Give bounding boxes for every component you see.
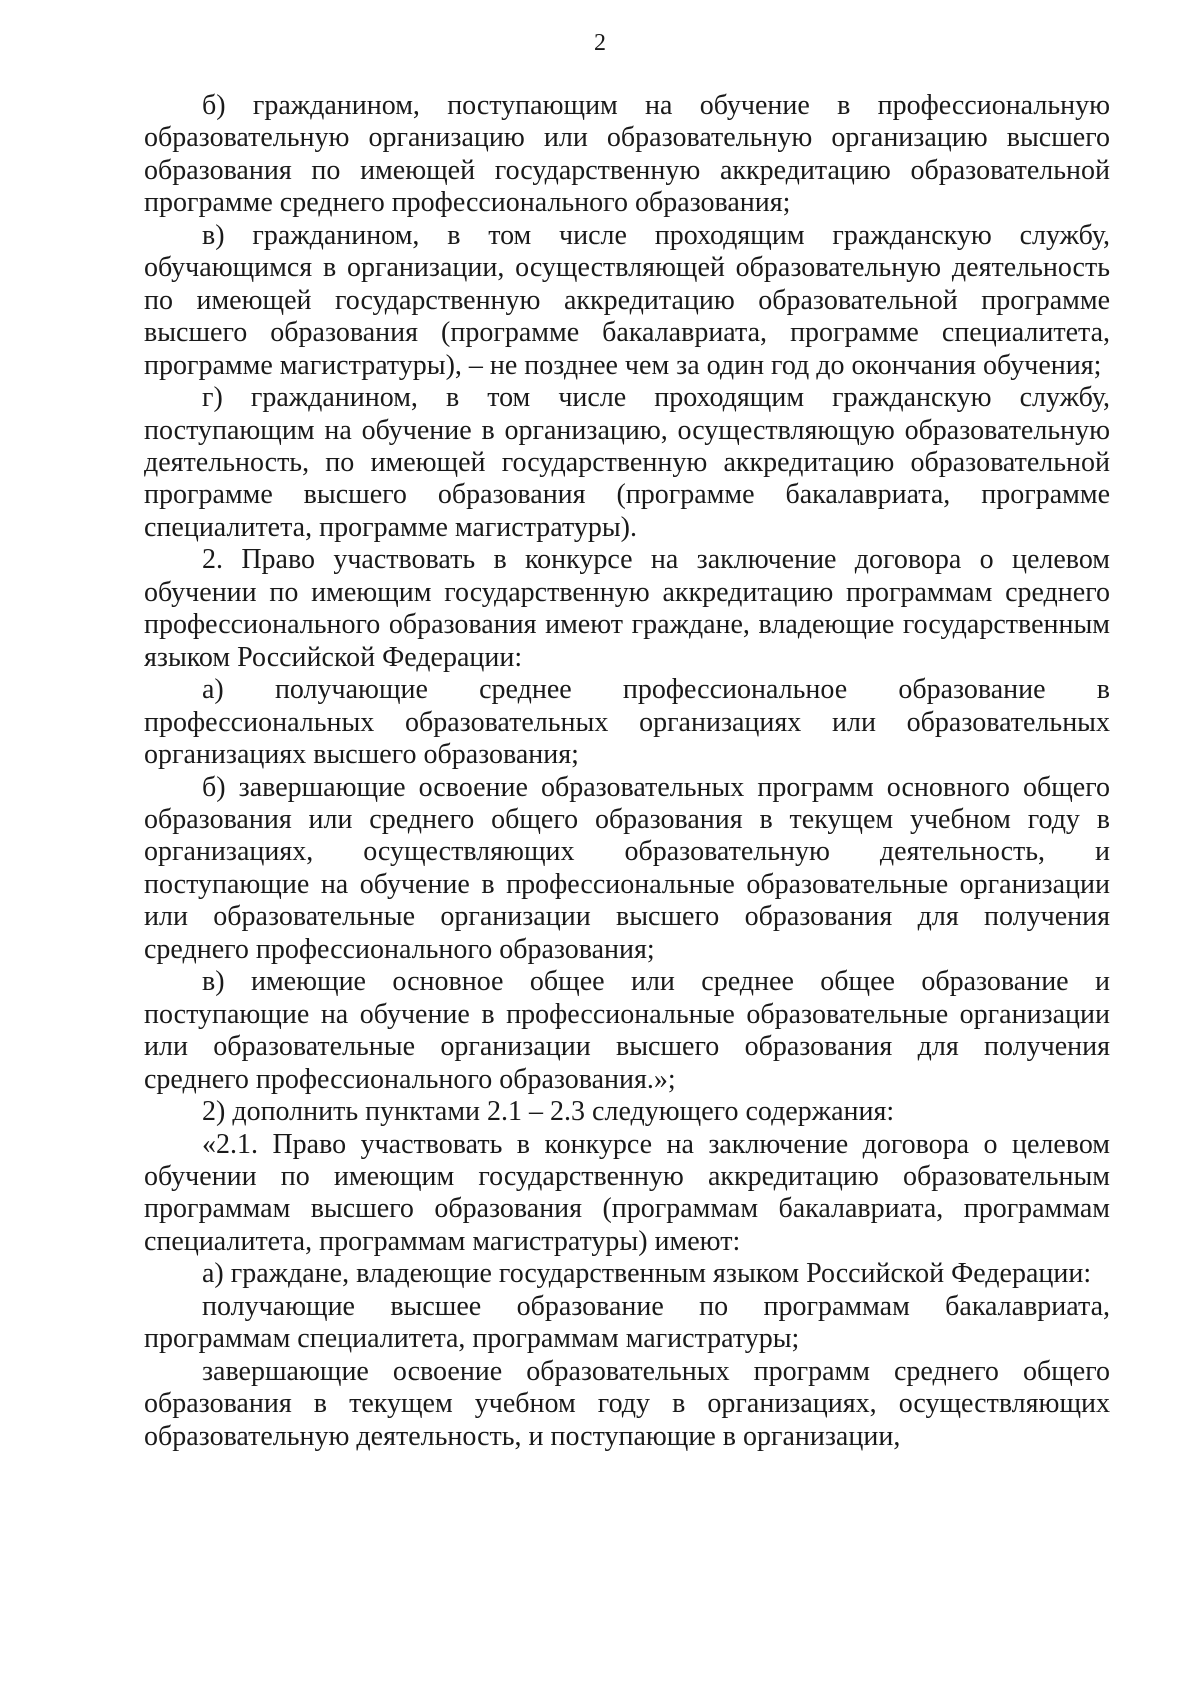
paragraph: 2) дополнить пунктами 2.1 – 2.3 следующего содержания: — [202, 1096, 895, 1128]
paragraph: 2. Право участвовать в конкурсе на заключение договора о целевом обучении по имеющим государственную аккредитацию программам среднего профессионального образования имеют граждане, владеющие государственным языком Российской Федерации: — [144, 544, 1110, 673]
paragraph: а) получающие среднее профессиональное образование в профессиональных образовательных организациях или образовательных организациях высшего образования; — [144, 674, 1110, 771]
paragraph: «2.1. Право участвовать в конкурсе на заключение договора о целевом обучении по имеющим государственную аккредитацию образовательным программам высшего образования (программам бакалавриата, программам специалитета, программам магистратуры) имеют: — [144, 1128, 1110, 1257]
paragraph: получающие высшее образование по программам бакалавриата, программам специалитета, программам магистратуры; — [144, 1290, 1110, 1355]
paragraph: завершающие освоение образовательных программ среднего общего образования в текущем учебном году в организациях, осуществляющих образовательную деятельность, и поступающие в организации, — [144, 1355, 1110, 1452]
document-body — [144, 90, 1110, 1453]
paragraph: г) гражданином, в том числе проходящим гражданскую службу, поступающим на обучение в организацию, осуществляющую образовательную деятельность, по имеющей государственную аккредитацию образовательной программе высшего образования (программе бакалавриата, программе специалитета, программе магистратуры). — [144, 382, 1110, 543]
paragraph: в) имеющие основное общее или среднее общее образование и поступающие на обучение в профессиональные образовательные организации или образовательные организации высшего образования для получения среднего профессионального образования.»; — [144, 966, 1110, 1095]
paragraph: б) завершающие освоение образовательных программ основного общего образования или среднего общего образования в текущем учебном году в организациях, осуществляющих образовательную деятельность, и поступающие на обучение в профессиональные образовательные организации или образовательные организации высшего образования для получения среднего профессионального образования; — [144, 771, 1110, 965]
paragraph: а) граждане, владеющие государственным языком Российской Федерации: — [202, 1258, 1092, 1290]
paragraph: в) гражданином, в том числе проходящим гражданскую службу, обучающимся в организации, осуществляющей образовательную деятельность по имеющей государственную аккредитацию образовательной программе высшего образования (программе бакалавриата, программе специалитета, программе магистратуры), – не позднее чем за один год до окончания обучения; — [144, 219, 1110, 381]
paragraph: б) гражданином, поступающим на обучение в профессиональную образовательную организацию или образовательную организацию высшего образования по имеющей государственную аккредитацию образовательной программе среднего профессионального образования; — [144, 90, 1110, 219]
page-number: 2 — [594, 30, 606, 56]
